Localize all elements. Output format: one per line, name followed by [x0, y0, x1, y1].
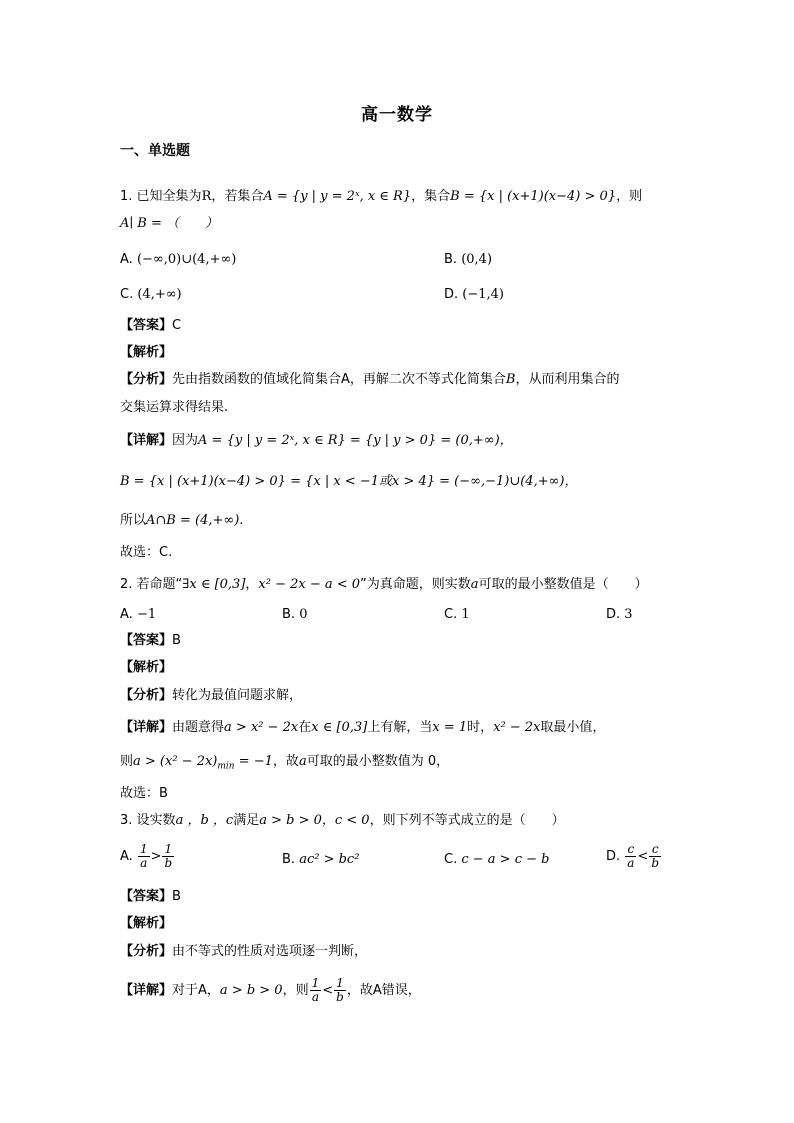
q2-option-d: D. 3 — [606, 607, 633, 622]
q1-analysis-label: 【解析】 — [120, 345, 173, 360]
q3-option-c: C. c − a > c − b — [444, 852, 550, 867]
q1-option-b: B. (0,4) — [444, 252, 493, 267]
q1-choose: 故选：C. — [120, 545, 173, 560]
section-heading: 一、单选题 — [120, 143, 190, 159]
q2-detail-2: 则$a > (x^2 - 2x)_{min} = -1$，故a可取的最小整数值为 0， — [120, 754, 450, 772]
q2-answer: 【答案】B — [120, 633, 181, 648]
q3-detail-1: 【详解】对于A，a > b > 0，则 $\frac{1}{a}$ < $\frac{1}{b}$ ，故A错误， — [120, 976, 421, 1004]
q3-option-b: B. ac² > bc² — [282, 852, 360, 867]
q3-analysis-label: 【解析】 — [120, 916, 173, 931]
q3-answer: 【答案】B — [120, 889, 181, 904]
q2-detail-1: 【详解】由题意得a > x² − 2x在x ∈ [0,3]上有解，当x = 1时，x² − 2x取最小值， — [120, 720, 606, 735]
q1-option-a: A. (−∞,0)∪(4,+∞) — [120, 252, 237, 267]
q1-fenxi-cont: 交集运算求得结果. — [120, 400, 229, 415]
q1-option-d: D. (−1,4) — [444, 287, 505, 302]
q1-stem-cont: A∣ B = （ ） — [120, 216, 219, 231]
q3-stem: 3. 设实数a ，b ，c满足a > b > 0，c < 0，则下列不等式成立的是（ ） — [120, 813, 565, 828]
q2-analysis-label: 【解析】 — [120, 660, 173, 675]
q2-choose: 故选：B — [120, 786, 168, 801]
q3-fenxi: 【分析】由不等式的性质对选项逐一判断， — [120, 944, 368, 959]
q2-option-a: A. −1 — [120, 607, 157, 622]
q1-option-c: C. (4,+∞) — [120, 287, 182, 302]
q1-fenxi: 【分析】先由指数函数的值域化简集合A，再解二次不等式化简集合B，从而利用集合的 — [120, 372, 620, 387]
q2-fenxi: 【分析】转化为最值问题求解， — [120, 688, 303, 703]
q1-answer: 【答案】C — [120, 318, 182, 333]
q2-stem: 2. 若命题“∃x ∈ [0,3]，x² − 2x − a < 0”为真命题，则实数a可取的最小整数值是（ ） — [120, 577, 648, 592]
q3-option-d: D. $\frac{c}{a}$ < $\frac{c}{b}$ — [606, 842, 660, 870]
q2-option-b: B. 0 — [282, 607, 308, 622]
q1-detail-1: 【详解】因为A = {y | y = 2ˣ, x ∈ R} = {y | y > 0} = (0,+∞)， — [120, 433, 513, 448]
q1-stem: 1. 已知全集为R，若集合A = {y | y = 2ˣ, x ∈ R}，集合B = {x | (x+1)(x−4) > 0}，则 — [120, 189, 643, 204]
q3-option-a: A. $\frac{1}{a}$ > $\frac{1}{b}$ — [120, 842, 173, 870]
page-title: 高一数学 — [361, 105, 433, 125]
q1-detail-3: 所以A∩B = (4,+∞). — [120, 513, 244, 528]
q2-option-c: C. 1 — [444, 607, 470, 622]
q1-detail-2: B = {x | (x+1)(x−4) > 0} = {x | x < −1或x > 4} = (−∞,−1)∪(4,+∞)， — [120, 474, 578, 489]
